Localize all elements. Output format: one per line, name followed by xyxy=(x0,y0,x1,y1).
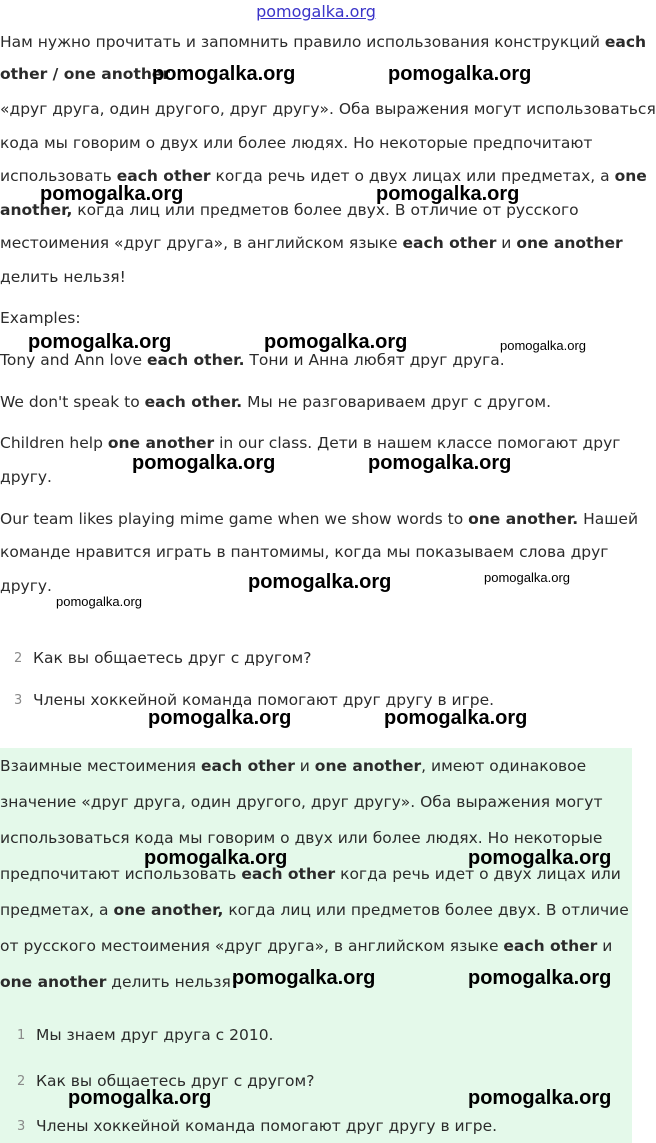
answer-line: использоваться кода мы говорим о двух или более людях. Но некоторые xyxy=(0,829,603,847)
watermark: pomogalka.org xyxy=(384,707,528,729)
watermark: pomogalka.org xyxy=(152,63,296,85)
watermark: pomogalka.org xyxy=(484,570,570,585)
watermark: pomogalka.org xyxy=(368,452,512,474)
answer-line: от русского местоимения «друг друга», в английском языке each other и xyxy=(0,937,613,955)
list-item-number: 3 xyxy=(17,1119,26,1134)
watermark: pomogalka.org xyxy=(148,707,292,729)
intro-line: another, когда лиц или предметов более двух. В отличие от русского xyxy=(0,201,579,219)
list-item-number: 3 xyxy=(14,693,23,708)
watermark: pomogalka.org xyxy=(56,594,142,609)
site-header-link[interactable]: pomogalka.org xyxy=(256,2,376,21)
watermark: pomogalka.org xyxy=(468,967,612,989)
example-line: Children help one another in our class. Дети в нашем классе помогают друг xyxy=(0,434,621,452)
watermark: pomogalka.org xyxy=(468,1087,612,1109)
example-line: Our team likes playing mime game when we show words to one another. Нашей xyxy=(0,510,639,528)
example-line: Tony and Ann love each other. Тони и Анна любят друг друга. xyxy=(0,351,505,369)
watermark: pomogalka.org xyxy=(500,338,586,353)
watermark: pomogalka.org xyxy=(68,1087,212,1109)
answer-line: Взаимные местоимения each other и one another, имеют одинаковое xyxy=(0,757,587,775)
intro-line: «друг друга, один другого, друг другу». Оба выражения могут использоваться xyxy=(0,100,656,118)
answer-line: предпочитают использовать each other когда речь идет о двух лицах или xyxy=(0,865,621,883)
list-item-number: 2 xyxy=(14,651,23,666)
answer-line: one another делить нельзя! xyxy=(0,973,238,991)
intro-line: кода мы говорим о двух или более людях. Но некоторые предпочитают xyxy=(0,134,593,152)
example-line: команде нравится играть в пантомимы, когда мы показываем слова друг xyxy=(0,543,609,561)
watermark: pomogalka.org xyxy=(376,183,520,205)
list-item-text: Мы знаем друг друга с 2010. xyxy=(36,1026,274,1044)
watermark: pomogalka.org xyxy=(248,571,392,593)
intro-line: Нам нужно прочитать и запомнить правило использования конструкций each xyxy=(0,33,647,51)
list-item-number: 1 xyxy=(17,1028,26,1043)
list-item-text: Как вы общаетесь друг с другом? xyxy=(33,649,312,667)
intro-line: делить нельзя! xyxy=(0,268,126,286)
watermark: pomogalka.org xyxy=(40,183,184,205)
intro-line: использовать each other когда речь идет о двух лицах или предметах, а one xyxy=(0,167,647,185)
list-item-text: Как вы общаетесь друг с другом? xyxy=(36,1072,315,1090)
list-item-text: Члены хоккейной команда помогают друг другу в игре. xyxy=(36,1117,498,1135)
answer-line: предметах, а one another, когда лиц или предметов более двух. В отличие xyxy=(0,901,629,919)
intro-line: местоимения «друг друга», в английском языке each other и one another xyxy=(0,234,623,252)
watermark: pomogalka.org xyxy=(28,331,172,353)
answer-line: значение «друг друга, один другого, друг другу». Оба выражения могут xyxy=(0,793,603,811)
list-item-number: 2 xyxy=(17,1074,26,1089)
intro-line: other / one another xyxy=(0,65,171,83)
list-item-text: Члены хоккейной команда помогают друг другу в игре. xyxy=(33,691,495,709)
example-line: другу. xyxy=(0,468,52,486)
watermark: pomogalka.org xyxy=(232,967,376,989)
watermark: pomogalka.org xyxy=(144,847,288,869)
example-line: We don't speak to each other. Мы не разговариваем друг с другом. xyxy=(0,393,551,411)
watermark: pomogalka.org xyxy=(388,63,532,85)
watermark: pomogalka.org xyxy=(264,331,408,353)
watermark: pomogalka.org xyxy=(132,452,276,474)
examples-heading: Examples: xyxy=(0,309,81,327)
watermark: pomogalka.org xyxy=(468,847,612,869)
example-line: другу. xyxy=(0,577,52,595)
